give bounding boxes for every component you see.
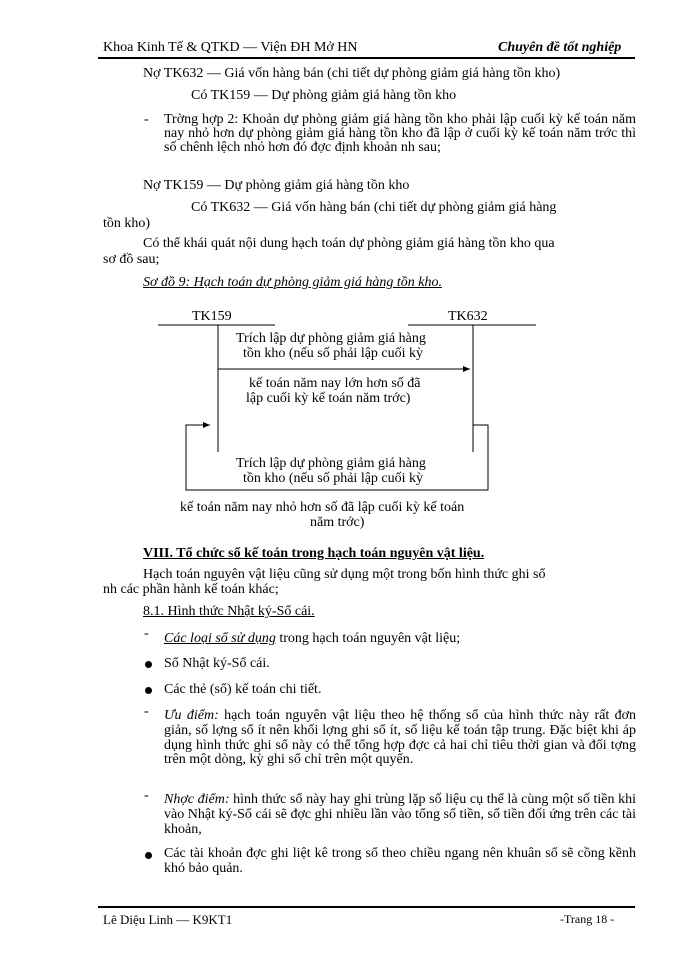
pros-label: Ưu điểm: xyxy=(164,708,219,723)
lower-label-1: Trích lập dự phòng giảm giá hàng xyxy=(236,456,426,471)
footer-rule xyxy=(98,906,635,908)
entry-credit-632-cont: tồn kho) xyxy=(103,216,151,231)
dash-bullet: - xyxy=(144,626,149,641)
header-right: Chuyên đề tốt nghiệp xyxy=(498,40,622,55)
account-tk632: TK632 xyxy=(448,309,488,324)
pros-paragraph xyxy=(164,709,636,768)
bullet-dot xyxy=(145,661,152,668)
cons-paragraph xyxy=(164,793,636,837)
cons-text: hình thức sổ này hay ghi trùng lặp số liệu cụ thể là cùng một số tiền khi vào Nhật ký-Sổ cái sẽ đợc ghi nhiều lần vào tổng số tiền, số tiền đối ứng trên các tài khoản, xyxy=(164,792,636,837)
bullet-detail-cards: Các thẻ (sổ) kế toán chi tiết. xyxy=(164,682,322,697)
entry-debit-159: Nợ TK159 — Dự phòng giảm giá hàng tồn kho xyxy=(143,178,410,193)
section-heading: VIII. Tổ chức sổ kế toán trong hạch toán nguyên vật liệu. xyxy=(143,546,485,561)
section-intro: Hạch toán nguyên vật liệu cũng sử dụng một trong bốn hình thức ghi sổ xyxy=(143,567,546,582)
upper-label-4: lập cuối kỳ kế toán năm trớc) xyxy=(246,391,411,406)
dash-bullet: - xyxy=(144,112,149,127)
diagram-title: Sơ đồ 9: Hạch toán dự phòng giảm giá hàng tồn kho. xyxy=(143,275,442,290)
lower-label-3: kế toán năm nay nhỏ hơn số đã lập cuối kỳ kế toán xyxy=(180,500,465,515)
account-tk159: TK159 xyxy=(192,309,232,324)
types-rest: trong hạch toán nguyên vật liệu; xyxy=(275,631,461,646)
upper-label-2: tồn kho (nếu số phải lập cuối kỳ xyxy=(243,346,424,361)
types-label: Các loại sổ sử dụng xyxy=(164,631,276,646)
upper-label-3: kế toán năm nay lớn hơn số đã xyxy=(249,376,421,391)
footer-page-number: -Trang 18 - xyxy=(560,912,615,926)
pros-text: hạch toán nguyên vật liệu theo hệ thống sổ của hình thức này rất đơn giản, số lợng sổ ít nên khối lợng ghi sổ ít, số liệu kế toán tập trung. Đặc biệt khi áp dụng hình thức ghi sổ này có thể tổng hợp đợc cả hai chỉ tiêu thời gian và đối tợng trên một dòng, kỳ ghi sổ chỉ trên một quyển. xyxy=(164,708,637,768)
entry-credit-632: Có TK632 — Giá vốn hàng bán (chi tiết dự phòng giảm giá hàng xyxy=(191,200,557,215)
bullet-dot xyxy=(145,852,152,859)
types-line xyxy=(164,631,460,647)
lower-label-2: tồn kho (nếu số phải lập cuối kỳ xyxy=(243,471,424,486)
bullet-dot xyxy=(145,687,152,694)
dash-bullet: - xyxy=(144,704,149,719)
summary-line: Có thể khái quát nội dung hạch toán dự phòng giảm giá hàng tồn kho qua xyxy=(143,236,555,251)
upper-label-1: Trích lập dự phòng giảm giá hàng xyxy=(236,331,426,346)
lower-label-4: năm trớc) xyxy=(310,515,365,530)
cons-label: Nhợc điểm: xyxy=(164,792,230,807)
entry-debit-632: Nợ TK632 — Giá vốn hàng bán (chi tiết dự phòng giảm giá hàng tồn kho) xyxy=(143,66,561,81)
entry-credit-159: Có TK159 — Dự phòng giảm giá hàng tồn kho xyxy=(191,88,457,103)
bullet-horizontal-accounts: Các tài khoản đợc ghi liệt kê trong sổ theo chiều ngang nên khuân sổ sẽ cồng kềnh khó bảo quản. xyxy=(164,846,636,876)
subsection-heading: 8.1. Hình thức Nhật ký-Sổ cái. xyxy=(143,604,315,619)
header-left: Khoa Kinh Tế & QTKD — Viện ĐH Mở HN xyxy=(103,40,358,55)
dash-bullet: - xyxy=(144,788,149,803)
section-intro-cont: nh các phần hành kế toán khác; xyxy=(103,582,279,597)
summary-line-cont: sơ đồ sau; xyxy=(103,252,160,267)
footer-left: Lê Diệu Linh — K9KT1 xyxy=(103,912,233,927)
case-2-paragraph: Trờng hợp 2: Khoản dự phòng giảm giá hàng tồn kho phải lập cuối kỳ kế toán năm nay nhỏ hơn dự phòng giảm giá hàng tồn kho đã lập ở cuối kỳ kế toán năm trớc thì số chênh lệch nhỏ hơn đó đợc định khoản nh sau; xyxy=(164,112,636,155)
bullet-ledger: Sổ Nhật ký-Sổ cái. xyxy=(164,656,270,671)
